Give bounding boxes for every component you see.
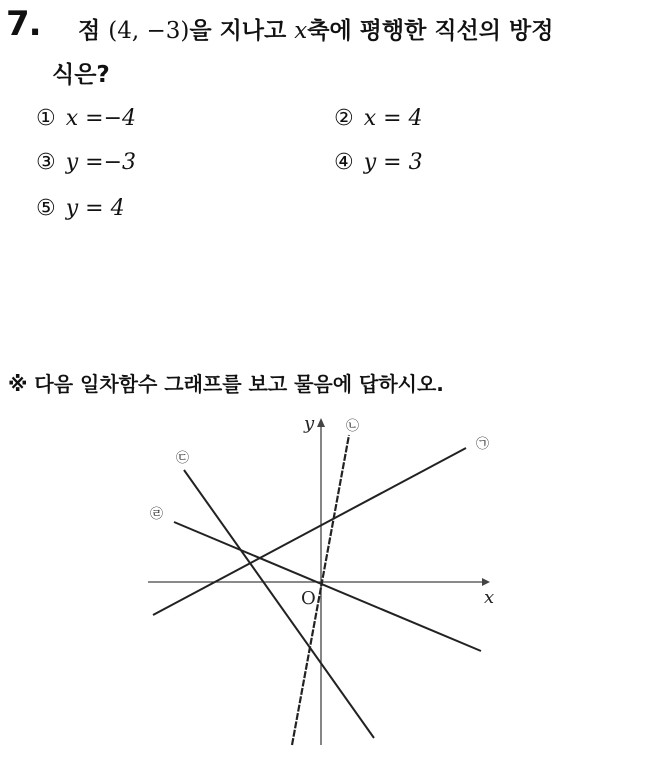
choice-mark: ④	[334, 150, 354, 175]
line-d	[174, 522, 481, 651]
line-c-label: ㉢	[176, 451, 190, 466]
choice-equation: y = 3	[363, 150, 423, 175]
choice-5[interactable]	[36, 196, 125, 221]
choice-equation: y =−3	[65, 150, 137, 175]
choice-3[interactable]	[36, 150, 136, 175]
question-axis-var: x	[294, 18, 308, 44]
question-point: (4, −3)	[108, 18, 190, 44]
choice-mark: ①	[36, 106, 56, 131]
linear-function-graph	[0, 400, 668, 762]
choice-mark: ②	[334, 106, 354, 131]
choice-equation: y = 4	[65, 196, 125, 221]
question-text-after: 축에 평행한 직선의 방정	[307, 18, 554, 44]
choice-mark: ③	[36, 150, 56, 175]
choice-4[interactable]	[334, 150, 423, 175]
line-c	[184, 470, 374, 738]
choice-1[interactable]	[36, 106, 136, 131]
question-text-line2: 식은?	[52, 62, 110, 88]
y-axis-arrow	[317, 418, 325, 427]
x-axis-arrow	[482, 578, 490, 586]
choice-2[interactable]	[334, 106, 423, 131]
choice-equation: x =−4	[65, 106, 136, 131]
question-text-before: 점	[78, 18, 101, 44]
question-text-line1	[78, 12, 553, 45]
choice-mark: ⑤	[36, 196, 56, 221]
x-axis-label: x	[484, 587, 495, 608]
line-a-label: ㉠	[476, 437, 490, 452]
line-d-label: ㉣	[150, 507, 164, 522]
origin-label: O	[301, 588, 316, 609]
instruction-text: ※ 다음 일차함수 그래프를 보고 물음에 답하시오.	[8, 372, 444, 396]
choice-equation: x = 4	[363, 106, 423, 131]
question-text-mid: 을 지나고	[189, 18, 287, 44]
line-b-label: ㉡	[346, 419, 360, 434]
y-axis-label: y	[304, 413, 315, 434]
question-number: 7.	[6, 4, 41, 44]
